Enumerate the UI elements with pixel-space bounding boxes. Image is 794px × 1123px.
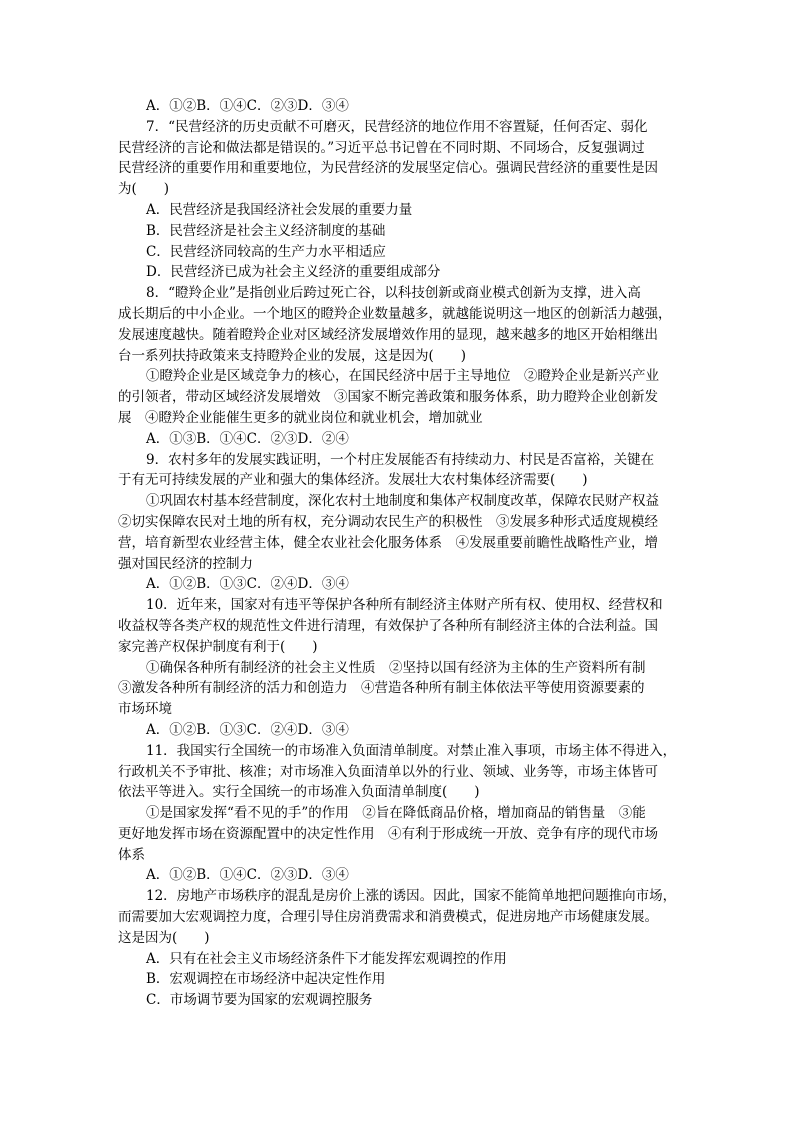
text-line: 11．我国实行全国统一的市场准入负面清单制度。对禁止准入事项，市场主体不得进入， <box>146 742 677 759</box>
answer-option-line: A．①③B．①④C．②③D．②④ <box>146 430 349 447</box>
text-line: 民营经济的重要作用和重要地位，为民营经济的发展坚定信心。强调民营经济的重要性是因 <box>118 160 658 177</box>
text-line: ①瞪羚企业是区域竞争力的核心，在国民经济中居于主导地位 ②瞪羚企业是新兴产业 <box>146 368 659 385</box>
text-line: 体系 <box>118 846 145 863</box>
text-line: 发展速度越快。随着瞪羚企业对区域经济发展增效作用的显现，越来越多的地区开始相继出 <box>118 326 658 343</box>
text-line: ①是国家发挥“看不见的手”的作用 ②旨在降低商品价格，增加商品的销售量 ③能 <box>146 805 646 822</box>
text-line: 收益权等各类产权的规范性文件进行清理，有效保护了各种所有制经济主体的合法利益。国 <box>118 617 658 634</box>
text-line: 8．“瞪羚企业”是指创业后跨过死亡谷，以科技创新或商业模式创新为支撑，进入高 <box>146 285 641 302</box>
text-line: 这是因为( ) <box>118 929 210 946</box>
text-line: 市场环境 <box>118 701 172 718</box>
text-line: 依法平等进入。实行全国统一的市场准入负面清单制度( ) <box>118 784 480 801</box>
text-line: 7．“民营经济的历史贡献不可磨灭，民营经济的地位作用不容置疑，任何否定、弱化 <box>146 118 648 135</box>
text-line: 而需要加大宏观调控力度，合理引导住房消费需求和消费模式，促进房地产市场健康发展。 <box>118 909 658 926</box>
text-line: 成长期后的中小企业。一个地区的瞪羚企业数量越多，就越能说明这一地区的创新活力越强， <box>118 305 672 322</box>
answer-option-line: A．①②B．①④C．②③D．③④ <box>146 867 349 884</box>
text-line: 12．房地产市场秩序的混乱是房价上涨的诱因。因此，国家不能简单地把问题推向市场， <box>146 888 677 905</box>
answer-option-line: A．①②B．①③C．②④D．③④ <box>146 576 349 593</box>
text-line: 行政机关不予审批、核准；对市场准入负面清单以外的行业、领域、业务等，市场主体皆可 <box>118 763 658 780</box>
answer-option-line: A．①②B．①④C．②③D．③④ <box>146 98 349 114</box>
answer-option-line: A．民营经济是我国经济社会发展的重要力量 <box>146 201 413 218</box>
text-line: 9．农村多年的发展实践证明，一个村庄发展能否有持续动力、村民是否富裕，关键在 <box>146 451 655 468</box>
answer-option-line: C．民营经济同较高的生产力水平相适应 <box>146 243 386 260</box>
text-line: 强对国民经济的控制力 <box>118 555 253 572</box>
text-line: 民营经济的言论和做法都是错误的。”习近平总书记曾在不同时期、不同场合，反复强调过 <box>118 139 645 156</box>
text-line: ②切实保障农民对土地的所有权，充分调动农民生产的积极性 ③发展多种形式适度规模经 <box>118 513 658 530</box>
text-line: ③激发各种所有制经济的活力和创造力 ④营造各种所有制主体依法平等使用资源要素的 <box>118 680 645 697</box>
text-line: ①巩固农村基本经营制度，深化农村土地制度和集体产权制度改革，保障农民财产权益 <box>146 493 659 510</box>
text-line: 家完善产权保护制度有利于( ) <box>118 638 318 655</box>
answer-option-line: A．只有在社会主义市场经济条件下才能发挥宏观调控的作用 <box>146 950 507 967</box>
text-line: 的引领者，带动区域经济发展增效 ③国家不断完善政策和服务体系，助力瞪羚企业创新发 <box>118 389 658 406</box>
answer-option-line: B．宏观调控在市场经济中起决定性作用 <box>146 971 386 988</box>
text-line: 台一系列扶持政策来支持瞪羚企业的发展，这是因为( ) <box>118 347 467 364</box>
text-line: 为( ) <box>118 181 170 198</box>
answer-option-line: C．市场调节要为国家的宏观调控服务 <box>146 992 373 1009</box>
text-line: ①确保各种所有制经济的社会主义性质 ②坚持以国有经济为主体的生产资料所有制 <box>146 659 646 676</box>
answer-option-line: B．民营经济是社会主义经济制度的基础 <box>146 222 386 239</box>
text-line: 10．近年来，国家对有违平等保护各种所有制经济主体财产所有权、使用权、经营权和 <box>146 597 663 614</box>
text-line: 更好地发挥市场在资源配置中的决定性作用 ④有利于形成统一开放、竞争有序的现代市场 <box>118 825 658 842</box>
text-line: 展 ④瞪羚企业能催生更多的就业岗位和就业机会，增加就业 <box>118 409 483 426</box>
text-line: 营，培育新型农业经营主体，健全农业社会化服务体系 ④发展重要前瞻性战略性产业，增 <box>118 534 658 551</box>
text-line: 于有无可持续发展的产业和强大的集体经济。发展壮大农村集体经济需要( ) <box>118 472 588 489</box>
document-page <box>118 96 678 1011</box>
answer-option-line: A．①②B．①③C．②④D．③④ <box>146 721 349 738</box>
answer-option-line: D．民营经济已成为社会主义经济的重要组成部分 <box>146 264 441 281</box>
